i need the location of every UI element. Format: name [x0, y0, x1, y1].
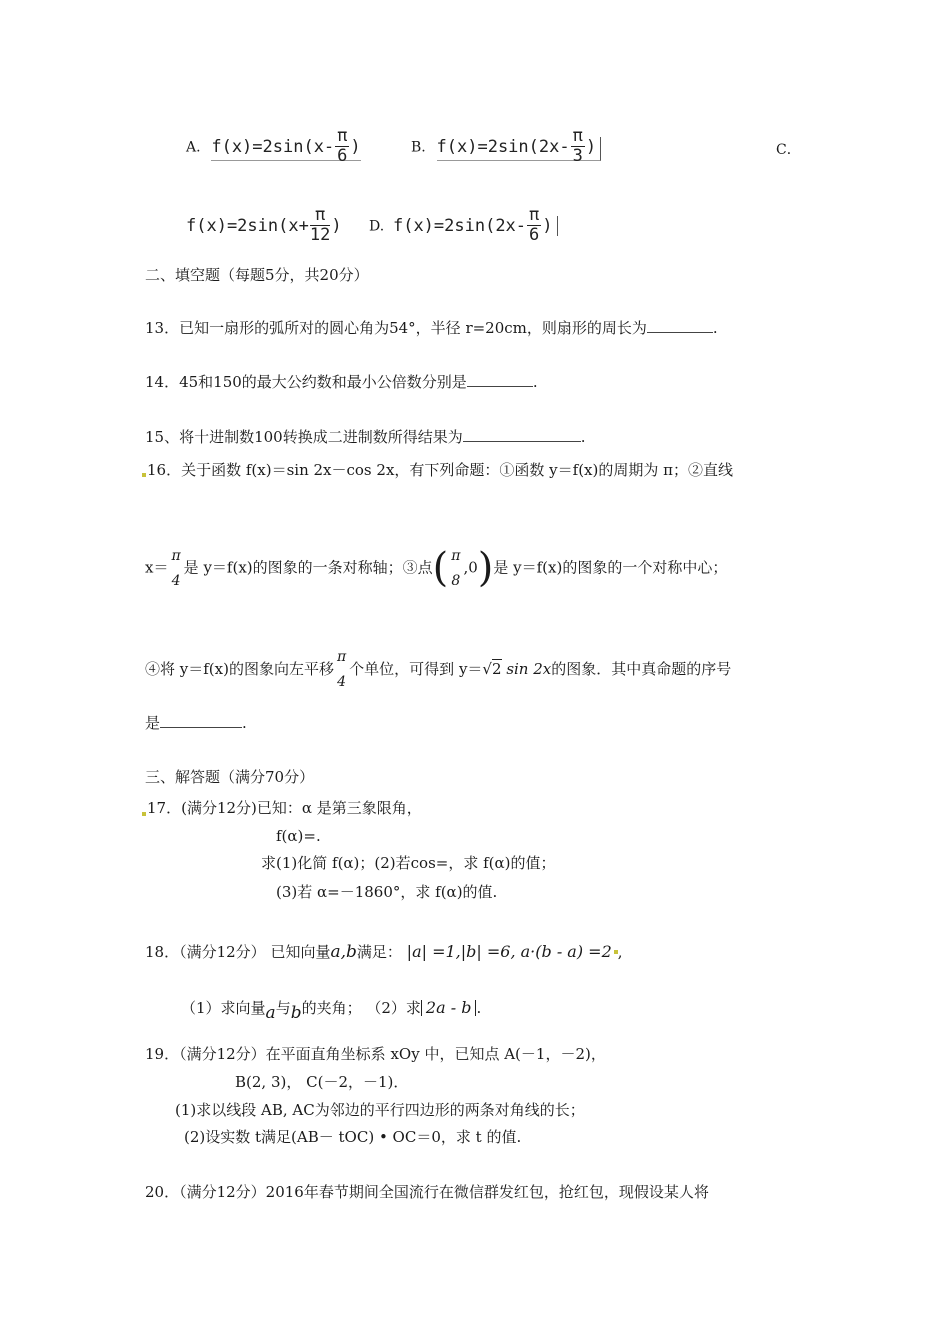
- section-3-heading: 三、解答题（满分70分）: [145, 768, 315, 786]
- marker-dot: [142, 812, 146, 816]
- question-18-line-1: 18．（满分12分） 已知向量a,b满足： |a| =1,|b| =6, a·(b - a) =2 ,: [145, 942, 623, 962]
- option-a-label: A.: [186, 139, 201, 156]
- option-c-label: C．: [776, 142, 801, 158]
- question-16-line-3: ④将 y＝f(x)的图象向左平移 π 4 个单位，可得到 y＝√2 sin 2x的图象．其中真命题的序号: [145, 649, 732, 690]
- option-c-formula: f(x)=2sin(x+ $\frac{\pi}{12}$ ): [186, 205, 342, 245]
- question-17-line-3: 求(1)化简 f(α)；(2)若cos=，求 f(α)的值；: [261, 854, 556, 872]
- question-14: 14．45和150的最大公约数和最小公倍数分别是 .: [145, 373, 538, 391]
- section-2-heading: 二、填空题（每题5分，共20分）: [145, 266, 369, 284]
- answer-blank: [647, 331, 713, 333]
- marker-dot: [142, 473, 146, 477]
- answer-blank: [467, 385, 533, 387]
- question-17-line-2: f(α)=.: [276, 827, 321, 845]
- option-a-formula: f(x)=2sin(x- $\frac{\pi}{6}$ ): [211, 126, 361, 166]
- option-b-formula: f(x)=2sin(2x- $\frac{\pi}{3}$ ): [437, 137, 602, 161]
- question-18-line-2: （1）求向量a与b的夹角； （2）求 2a - b .: [181, 998, 482, 1023]
- option-d-label: D.: [369, 218, 385, 235]
- question-16-line-4: 是 .: [145, 714, 247, 732]
- question-19-line-3: (1)求以线段 AB, AC为邻边的平行四边形的两条对角线的长；: [175, 1101, 585, 1119]
- option-b: [411, 128, 601, 165]
- option-a: [186, 128, 361, 165]
- question-16-line-1: 16．关于函数 f(x)＝sin 2x－cos 2x，有下列命题：①函数 y＝f(x)的周期为 π；②直线: [147, 461, 733, 479]
- option-d: [369, 207, 558, 244]
- question-19-line-2: B(2, 3)， C(－2，－1)．: [235, 1073, 409, 1091]
- question-13: 13．已知一扇形的弧所对的圆心角为54°，半径 r=20cm，则扇形的周长为 .: [145, 319, 718, 337]
- answer-blank: [463, 440, 581, 442]
- question-15: 15、将十进制数100转换成二进制数所得结果为 .: [145, 428, 586, 446]
- question-19-line-1: 19．（满分12分）在平面直角坐标系 xOy 中，已知点 A(－1，－2)，: [145, 1045, 606, 1063]
- marker-dot: [614, 950, 618, 954]
- option-b-label: B.: [411, 139, 426, 156]
- question-16-line-2: x＝ π 4 是 y＝f(x)的图象的一条对称轴；③点( π 8 ,0)是 y＝f(x)的图象的一个对称中心；: [145, 545, 728, 591]
- question-17-line-1: 17．(满分12分)已知：α 是第三象限角，: [147, 799, 422, 817]
- question-20: 20．（满分12分）2016年春节期间全国流行在微信群发红包，抢红包，现假设某人将: [145, 1183, 709, 1201]
- option-d-formula: f(x)=2sin(2x- $\frac{\pi}{6}$ ): [393, 216, 558, 236]
- question-19-line-4: (2)设实数 t满足(AB－ tOC) • OC＝0，求 t 的值.: [184, 1128, 522, 1146]
- question-17-line-4: (3)若 α=－1860°，求 f(α)的值.: [276, 883, 498, 901]
- answer-blank: [160, 726, 242, 728]
